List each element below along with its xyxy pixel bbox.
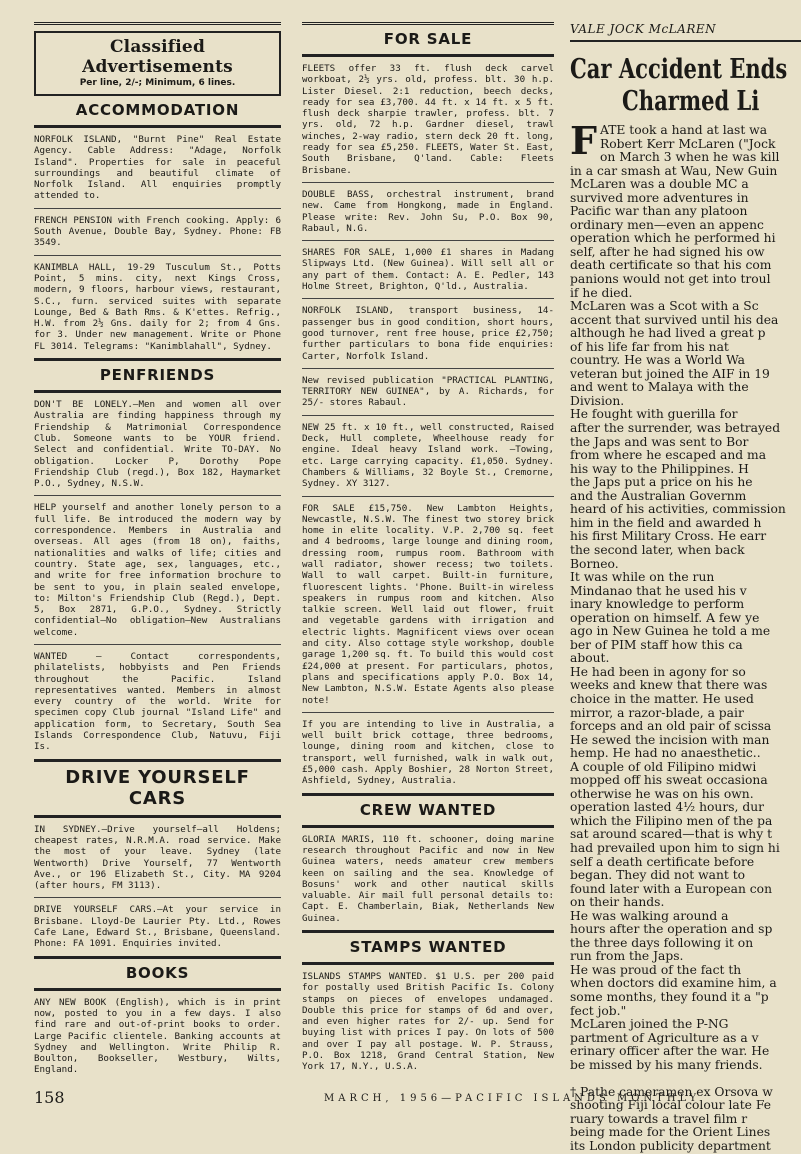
article-line: its London publicity department (570, 1139, 771, 1154)
article-line: ruary towards a travel film r (570, 1111, 748, 1126)
article-title-line-2: Charmed Li (622, 86, 760, 117)
article-line: and went to Malaya with the (570, 380, 749, 395)
article-line: death certificate so that his com (570, 258, 772, 273)
article-line: operation on himself. A few ye (570, 610, 760, 625)
article-line: otherwise he was on his own. (570, 786, 754, 801)
article-line: It was while on the run (570, 570, 715, 585)
article-kicker: VALE JOCK McLAREN (570, 22, 801, 42)
article-line: his first Military Cross. He earr (570, 529, 767, 544)
article-line: He had been in agony for so (570, 664, 746, 679)
article-line: which the Filipino men of the pa (570, 813, 773, 828)
article-body (570, 118, 801, 1154)
article-line: ordinary men—even an appenc (570, 217, 764, 232)
section-heading-crew-wanted: CREW WANTED (359, 800, 497, 819)
article-line: ATE took a hand at last wa (599, 123, 768, 137)
article-line: A couple of old Filipino midwi (570, 759, 757, 774)
article-line: He fought with guerilla for (570, 407, 738, 422)
article-line: had prevailed upon him to sign hi (570, 840, 780, 855)
article-line: operation lasted 4½ hours, dur (570, 800, 765, 815)
article-line: the three days following it on (570, 935, 754, 950)
article-line: McLaren was a double MC a (570, 177, 749, 192)
ad-penfriends: WANTED — Contact correspondents, philatelists, hobbyists and Pen Friends throughout the Pacific. Island representatives wanted. Members in almost every country of the world. Write for specimen copy Club journal "Island Life" and application form, to Secretary, South Sea Islands Correspondence Club, Natuvu, Fiji Is. (34, 644, 281, 759)
article-line: began. They did not want to (570, 868, 746, 883)
ad-books: ANY NEW BOOK (English), which is in print now, posted to you in a few days. I also find rare and out-of-print books to order. Large Pacific clientele. Banking accounts at Sydney and Wellington. Write Philip R. Boulton, Bookseller, Westbury, Wilts, England. (34, 996, 281, 1076)
article-line: found later with a European con (570, 881, 773, 896)
article-line: sat around scared—that is why t (570, 827, 773, 842)
article-line: choice in the matter. He used (570, 691, 754, 706)
article-line: mopped off his sweat occasiona (570, 773, 768, 788)
ad-for-sale: SHARES FOR SALE, 1,000 £1 shares in Madang Slipways Ltd. (New Guinea). Will sell all or any part of them. Contact: A. E. Pedler, 143 Holme Street, Brighton, Q'ld., Australia. (302, 240, 554, 298)
article-line: panions would not get into troul (570, 272, 771, 287)
article-line: run from the Japs. (570, 949, 684, 964)
article-line: Robert Kerr McLaren ("Jock (599, 136, 776, 151)
article-line: being made for the Orient Lines (570, 1125, 771, 1140)
article-line: on their hands. (570, 895, 665, 910)
article-line: from where he escaped and ma (570, 448, 767, 463)
article-line: fect job." (570, 1003, 627, 1018)
ad-drive-yourself: DRIVE YOURSELF CARS.—At your service in Brisbane. Lloyd-De Laurier Pty. Ltd., Rowes Cafe Lane, Edward St., Brisbane, Queensland. Phone: FA 1091. Enquiries invited. (34, 897, 281, 955)
article-line: be missed by his many friends. (570, 1057, 763, 1072)
article-line: Pacific war than any platoon (570, 204, 748, 219)
article-line: about. (570, 651, 610, 666)
ad-for-sale: DOUBLE BASS, orchestral instrument, brand new. Came from Hongkong, made in England. Please write: Rev. John Su, P.O. Box 90, Rabaul, N.G. (302, 182, 554, 240)
article-line: He sewed the incision with man (570, 732, 770, 747)
article-line: Mindanao that he used his v (570, 583, 747, 598)
column-middle (302, 22, 554, 1079)
section-heading-stamps-wanted: STAMPS WANTED (349, 938, 507, 956)
section-heading-penfriends: PENFRIENDS (99, 366, 216, 385)
article-line (570, 1072, 801, 1086)
article-line: operation which he performed hi (570, 231, 776, 246)
article-line: and the Australian Governm (570, 488, 747, 503)
article-line: although he had lived a great p (570, 326, 766, 341)
ad-stamps-wanted: ISLANDS STAMPS WANTED. $1 U.S. per 200 paid for postally used British Pacific Is. Colony stamps on pieces of envelopes undamaged. Double this price for stamps of 6d and over, and even higher rates for 2/- up. Send for buying list with prices I pay. On lots of 500 and over I pay all postage. W. P. Strauss, P.O. Box 1218, Grand Central Station, New York 17, N.Y., U.S.A. (302, 971, 554, 1073)
ad-for-sale: If you are intending to live in Australia, a well built brick cottage, three bedrooms, lounge, dining room and kitchen, close to transport, well furnished, walk in walk out, £5,000 cash. Apply Boshier, 28 Norton Street, Ashfield, Sydney, Australia. (302, 712, 554, 793)
section-heading-drive-yourself: DRIVE YOURSELF CARS (65, 766, 250, 809)
classified-title: Classified Advertisements (82, 37, 233, 77)
article-line: veteran but joined the AIF in 19 (570, 366, 770, 381)
ad-for-sale: NORFOLK ISLAND, transport business, 14-passenger bus in good condition, short hours, good turnover, rent free house, price £2,750; further particulars to bona fide enquiries: Carter, Norfolk Island. (302, 298, 554, 367)
article-title-line-1: Car Accident Ends (570, 54, 788, 85)
article-line: some months, they found it a "p (570, 990, 769, 1004)
ad-for-sale: FOR SALE £15,750. New Lambton Heights, Newcastle, N.S.W. The finest two storey brick home in elite locality. V.P. 2,700 sq. feet and 4 bedrooms, large lounge and dining room, dressing room, rumpus room. Bathroom with wall radiator, shower recess; two toilets. Wall to wall carpet. Built-in furniture, fluorescent lights. 'Phone. Built-in wireless speakers in rumpus room and kitchen. Also talkie screen. Well laid out flower, fruit and vegetable gardens with irrigation and electric lights. Magnificent views over ocean and city. Also cottage style workshop, double garage 1,200 sq. ft. To build this would cost £24,000 at present. For particulars, photos, plans and specifications apply P.O. Box 14, New Lambton, N.S.W. Estate Agents also please note! (302, 496, 554, 712)
article-line: self a death certificate before (570, 854, 755, 869)
article-line: on March 3 when he was kill (599, 150, 780, 165)
ad-penfriends: HELP yourself and another lonely person to a full life. Be introduced the modern way by correspondence. Members in Australia and overseas. All ages (from 18 on), faiths, nationalities and walks of life; cities and country. State age, sex, languages, etc., and write for free information brochure to be sent to you, in plain sealed envelope, to: Milton's Friendship Club (Regd.), Dept. 5, Box 2871, G.P.O., Sydney. Strictly confidential—No obligation—New Australians welcome. (34, 495, 281, 644)
article-line: mirror, a razor-blade, a pair (570, 705, 744, 720)
article-line: him in the field and awarded h (570, 515, 762, 530)
article-line: shooting Fiji local colour late Fe (570, 1098, 771, 1113)
page-footer (34, 1084, 801, 1112)
article-line: of his life far from his nat (570, 339, 729, 354)
classified-rate: Per line, 2/-; Minimum, 6 lines. (79, 78, 236, 88)
section-heading-for-sale: FOR SALE (383, 30, 473, 48)
article-line: McLaren was a Scot with a Sc (570, 299, 759, 314)
drop-cap: F (570, 118, 597, 163)
article-line: † Pathe cameramen ex Orsova w (570, 1084, 773, 1099)
ad-accommodation: NORFOLK ISLAND, "Burnt Pine" Real Estate Agency. Cable Address: "Adage, Norfolk Island". Properties for sale in peaceful surroundings and beautiful climate of Norfolk Island. All enquiries promptly attended to. (34, 134, 281, 202)
article-line: weeks and knew that there was (570, 678, 768, 693)
article-line: country. He was a World Wa (570, 353, 746, 368)
ad-accommodation: FRENCH PENSION with French cooking. Apply: 6 South Avenue, Double Bay, Sydney. Phone: FB 3549. (34, 208, 281, 255)
ad-penfriends: DON'T BE LONELY.—Men and women all over Australia are finding happiness through my Friendship & Matrimonial Correspondence Club. Someone wants to be YOUR friend. Select and confidential. Write TO-DAY. No obligation. Locker P, Dorothy Pope Friendship Club (regd.), Box 182, Haymarket P.O., Sydney, N.S.W. (34, 399, 281, 490)
article-line: after the surrender, was betrayed (570, 421, 781, 436)
ad-accommodation: KANIMBLA HALL, 19-29 Tusculum St., Potts Point, 5 mins. city, next Kings Cross, modern, 9 floors, harbour views, restaurant, S.C., furn. serviced suites with separate Lounge, Bed & Bath Rms. & K'ettes. Refrig., H.W. from 2½ Gns. daily for 2; from 4 Gns. for 3. Under new management. Write or Phone FL 3014. Telegrams: "Kanimblahall", Sydney. (34, 255, 281, 358)
article-line: in a car smash at Wau, New Guin (570, 163, 778, 178)
ad-crew-wanted: GLORIA MARIS, 110 ft. schooner, doing marine research throughout Pacific and now in New Guinea waters, needs amateur crew members keen on sailing and the sea. Knowledge of Bosuns' work and other nautical skills valuable. Air mail full personal details to: Capt. E. Chamberlain, Biak, Netherlands New Guinea. (302, 833, 554, 924)
article-line: inary knowledge to perform (570, 597, 745, 612)
article-line: Borneo. (570, 556, 619, 571)
footer-issue-line: MARCH, 1956—PACIFIC ISLANDS MONTHLY (324, 1093, 701, 1104)
article-line: McLaren joined the P-NG (570, 1017, 729, 1032)
ad-for-sale: FLEETS offer 33 ft. flush deck carvel workboat, 2½ yrs. old, profess. blt. 30 h.p. Lister Diesel. 2:1 reduction, beech decks, ready for sea £3,700. 44 ft. x 14 ft. x 5 ft. flush deck sharpie trawler, profess. blt. 7 yrs. old, 72 h.p. Gardner diesel, trawl winches, 2-way radio, stern deck 20 ft. long, ready for sea £5,250. FLEETS, Water St. East, South Brisbane, Q'land. Cable: Fleets Brisbane. (302, 63, 554, 176)
article-line: when doctors did examine him, a (570, 976, 777, 991)
column-article (570, 22, 801, 1154)
article-line: his way to the Philippines. H (570, 461, 749, 476)
article-line: the Japs and was sent to Bor (570, 434, 749, 449)
article-line: ber of PIM staff how this ca (570, 637, 743, 652)
ad-for-sale: NEW 25 ft. x 10 ft., well constructed, Raised Deck, Hull complete, Wheelhouse ready for engine. Ideal heavy Island work. —Towing, etc. Large carrying capacity. £1,050. Sydney. Chambers & Williams, 32 Boyle St., Cremorne, Sydney. XY 3127. (302, 415, 554, 496)
ad-drive-yourself: IN SYDNEY.—Drive yourself—all Holdens; cheapest rates, N.R.M.A. road service. Make the most of your leave. Sydney (late Wentworth) Drive Yourself, 77 Wentworth Ave., or 196 Elizabeth St., City. MA 9204 (after hours, FM 3113). (34, 823, 281, 892)
article-line: erinary officer after the war. He (570, 1044, 770, 1059)
section-heading-accommodation: ACCOMMODATION (75, 101, 240, 119)
top-rule (34, 22, 281, 25)
article-line: hours after the operation and sp (570, 922, 773, 937)
article-line: the Japs put a price on his he (570, 475, 753, 490)
article-line: He was proud of the fact th (570, 962, 742, 977)
article-line: Division. (570, 393, 625, 408)
article-line: if he died. (570, 285, 633, 300)
article-line: self, after he had signed his ow (570, 244, 765, 259)
article-line: the second later, when back (570, 542, 745, 557)
article-line: forceps and an old pair of scissa (570, 719, 772, 734)
article-line: accent that survived until his dea (570, 312, 779, 327)
article-line: partment of Agriculture as a v (570, 1030, 759, 1045)
article-line: ago in New Guinea he told a me (570, 624, 771, 639)
article-line: He was walking around a (570, 908, 729, 923)
article-line: hemp. He had no anaesthetic.. (570, 746, 761, 761)
column-left (34, 22, 281, 1082)
page-number: 158 (34, 1088, 65, 1107)
section-heading-books: BOOKS (125, 963, 190, 982)
article-line: survived more adventures in (570, 190, 749, 205)
classified-header-box (34, 31, 281, 96)
article-line: heard of his activities, commission (570, 502, 786, 517)
ad-for-sale: New revised publication "PRACTICAL PLANTING, TERRITORY NEW GUINEA", by A. Richards, for 25/- stores Rabaul. (302, 368, 554, 415)
